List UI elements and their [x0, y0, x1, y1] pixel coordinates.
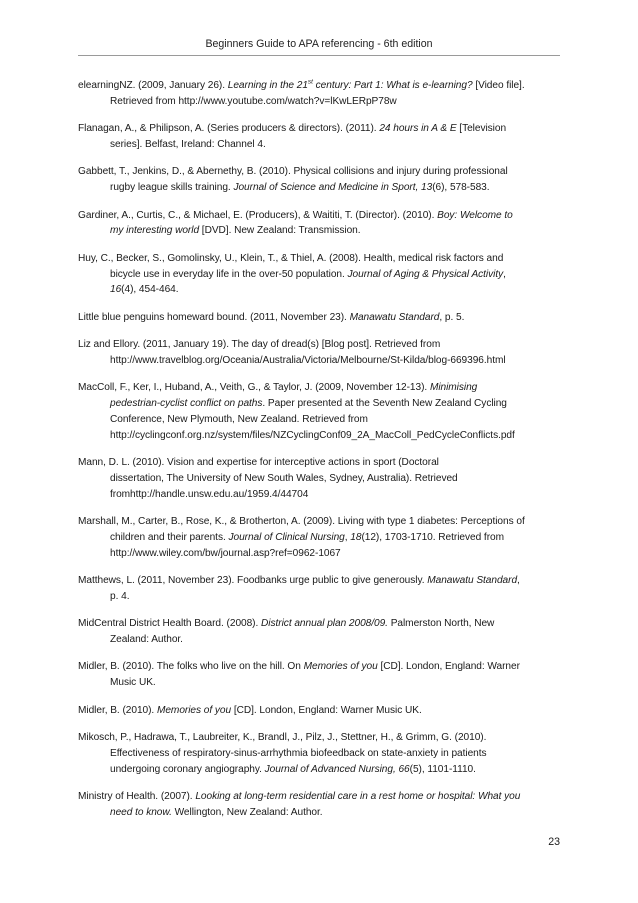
reference-text: Huy, C., Becker, S., Gomolinsky, U., Klein, T., & Thiel, A. (2008). Health, medical risk factors and	[78, 252, 504, 264]
italic-text: Journal of Science and Medicine in Sport, 13	[233, 182, 433, 194]
reference-first-line	[78, 659, 564, 675]
italic-text: Manawatu Standard	[349, 311, 440, 323]
italic-text: Memories of you	[303, 661, 378, 673]
reference-entry	[78, 78, 564, 110]
reference-text: Mann, D. L. (2010). Vision and expertise for interceptive actions in sport (Doctoral	[78, 457, 439, 469]
reference-text: Wellington, New Zealand: Author.	[171, 806, 323, 818]
reference-continuation-line	[94, 180, 564, 196]
italic-text: my interesting world	[110, 225, 200, 237]
reference-text: [CD]. London, England: Warner	[377, 661, 520, 673]
reference-text: Gabbett, T., Jenkins, D., & Abernethy, B. (2010). Physical collisions and injury during professional	[78, 166, 508, 178]
reference-continuation-line	[94, 282, 564, 298]
reference-continuation-line	[94, 353, 564, 369]
reference-first-line	[78, 164, 564, 180]
reference-entry	[78, 380, 564, 443]
italic-text: Journal of Advanced Nursing, 66	[264, 763, 410, 775]
italic-text: Journal of Aging & Physical Activity	[347, 268, 504, 280]
reference-text: children and their parents.	[110, 531, 229, 543]
reference-entry	[78, 703, 564, 719]
reference-continuation-line	[94, 762, 564, 778]
reference-entry	[78, 164, 564, 196]
reference-continuation-line	[94, 137, 564, 153]
reference-entry	[78, 310, 564, 326]
reference-continuation-line	[94, 530, 564, 546]
reference-continuation-line	[94, 396, 564, 412]
italic-text: pedestrian-cyclist conflict on paths	[110, 398, 263, 410]
reference-text: ,	[517, 575, 520, 587]
reference-text: Flanagan, A., & Philipson, A. (Series producers & directors). (2011).	[78, 123, 380, 135]
reference-text: [DVD]. New Zealand: Transmission.	[199, 225, 361, 237]
italic-text: Looking at long-term residential care in a rest home or hospital: What you	[195, 791, 521, 802]
italic-text: Boy: Welcome to	[437, 209, 513, 221]
reference-first-line	[78, 337, 564, 353]
reference-continuation-line	[94, 223, 564, 239]
reference-text: ,	[503, 268, 506, 280]
italic-text: 16	[110, 284, 122, 296]
reference-list	[78, 78, 564, 832]
italic-text: Minimising	[429, 382, 478, 394]
reference-entry	[78, 514, 564, 561]
reference-text: Ministry of Health. (2007).	[78, 791, 196, 802]
reference-continuation-line	[94, 675, 564, 691]
reference-continuation-line	[94, 412, 564, 428]
reference-first-line	[78, 251, 564, 267]
reference-text: http://www.travelblog.org/Oceania/Australia/Victoria/Melbourne/St-Kilda/blog-669396.html	[110, 354, 506, 366]
reference-text: (12), 1703-1710. Retrieved from	[361, 531, 504, 543]
reference-continuation-line	[94, 94, 564, 110]
reference-entry	[78, 573, 564, 605]
reference-text: [Television	[456, 123, 507, 135]
reference-text: MacColl, F., Ker, I., Huband, A., Veith, G., & Taylor, J. (2009, November 12-13).	[78, 382, 430, 394]
italic-text: Learning in the 21	[227, 80, 308, 91]
reference-first-line	[78, 616, 564, 632]
reference-text: Retrieved from http://www.youtube.com/watch?v=lKwLERpP78w	[110, 95, 397, 107]
reference-continuation-line	[94, 632, 564, 648]
reference-text: Music UK.	[110, 677, 156, 689]
reference-first-line	[78, 789, 564, 805]
reference-text: , p. 5.	[439, 311, 465, 323]
reference-entry	[78, 659, 564, 691]
reference-text: [Video file].	[472, 80, 525, 91]
reference-entry	[78, 616, 564, 648]
reference-text: dissertation, The University of New South Wales, Sydney, Australia). Retrieved	[110, 472, 458, 484]
reference-text: elearningNZ. (2009, January 26).	[78, 80, 228, 91]
reference-text: http://www.wiley.com/bw/journal.asp?ref=0962-1067	[110, 547, 341, 559]
reference-first-line	[78, 514, 564, 530]
italic-text: Journal of Clinical Nursing	[228, 531, 345, 543]
reference-text: p. 4.	[110, 590, 130, 602]
reference-continuation-line	[94, 589, 564, 605]
italic-text: need to know.	[110, 806, 172, 818]
reference-entry	[78, 455, 564, 502]
reference-entry	[78, 789, 564, 821]
reference-continuation-line	[94, 471, 564, 487]
reference-text: fromhttp://handle.unsw.edu.au/1959.4/44704	[110, 488, 309, 500]
reference-continuation-line	[94, 805, 564, 821]
reference-entry	[78, 730, 564, 777]
reference-entry	[78, 121, 564, 153]
page-number: 23	[548, 836, 560, 848]
italic-text: Manawatu Standard	[427, 575, 518, 587]
reference-entry	[78, 337, 564, 369]
reference-first-line	[78, 310, 564, 326]
reference-first-line	[78, 380, 564, 396]
reference-text: Mikosch, P., Hadrawa, T., Laubreiter, K., Brandl, J., Pilz, J., Stettner, H., & Grimm, G. (2010).	[78, 732, 487, 744]
reference-text: bicycle use in everyday life in the over-50 population.	[110, 268, 348, 280]
reference-continuation-line	[94, 267, 564, 283]
reference-entry	[78, 208, 564, 240]
reference-text: Little blue penguins homeward bound. (2011, November 23).	[78, 311, 350, 323]
reference-text: http://cyclingconf.org.nz/system/files/NZCyclingConf09_2A_MacColl_PedCycleConflicts.pdf	[110, 429, 515, 441]
italic-text: Memories of you	[156, 704, 232, 716]
reference-text: undergoing coronary angiography.	[110, 763, 265, 775]
reference-text: (5), 1101-1110.	[409, 763, 476, 775]
reference-first-line	[78, 78, 564, 94]
reference-text: ,	[344, 531, 351, 543]
reference-text: [CD]. London, England: Warner Music UK.	[231, 704, 422, 716]
italic-text: century: Part 1: What is e-learning?	[312, 80, 473, 91]
running-header: Beginners Guide to APA referencing - 6th edition	[205, 38, 433, 50]
header-divider	[78, 55, 560, 56]
italic-text: District annual plan 2008/09.	[261, 618, 388, 630]
reference-text: series]. Belfast, Ireland: Channel 4.	[110, 138, 266, 150]
reference-text: Matthews, L. (2011, November 23). Foodbanks urge public to give generously.	[78, 575, 428, 587]
reference-text: MidCentral District Health Board. (2008).	[78, 618, 262, 630]
reference-continuation-line	[94, 746, 564, 762]
reference-text: Zealand: Author.	[110, 634, 183, 646]
reference-text: . Paper presented at the Seventh New Zealand Cycling	[262, 398, 507, 410]
reference-text: Midler, B. (2010).	[78, 704, 157, 716]
reference-first-line	[78, 573, 564, 589]
reference-text: Effectiveness of respiratory-sinus-arrhythmia biofeedback on state-anxiety in patients	[110, 747, 487, 759]
reference-first-line	[78, 455, 564, 471]
reference-continuation-line	[94, 546, 564, 562]
reference-text: Conference, New Plymouth, New Zealand. Retrieved from	[110, 413, 368, 425]
reference-text: Palmerston North, New	[387, 618, 495, 630]
italic-text: 18	[350, 531, 362, 543]
reference-continuation-line	[94, 487, 564, 503]
italic-text: 24 hours in A & E	[379, 123, 457, 135]
reference-text: (6), 578-583.	[432, 182, 490, 194]
reference-text: (4), 454-464.	[121, 284, 179, 296]
reference-first-line	[78, 703, 564, 719]
reference-text: Liz and Ellory. (2011, January 19). The day of dread(s) [Blog post]. Retrieved from	[78, 339, 441, 351]
reference-first-line	[78, 121, 564, 137]
reference-text: rugby league skills training.	[110, 182, 234, 194]
reference-text: Gardiner, A., Curtis, C., & Michael, E. (Producers), & Waititi, T. (Director). (2010).	[78, 209, 438, 221]
reference-continuation-line	[94, 428, 564, 444]
reference-text: Midler, B. (2010). The folks who live on the hill. On	[78, 661, 304, 673]
superscript-text: st	[307, 78, 313, 86]
reference-first-line	[78, 730, 564, 746]
reference-entry	[78, 251, 564, 298]
reference-text: Marshall, M., Carter, B., Rose, K., & Brotherton, A. (2009). Living with type 1 diabetes: Perceptions of	[78, 516, 525, 528]
reference-first-line	[78, 208, 564, 224]
